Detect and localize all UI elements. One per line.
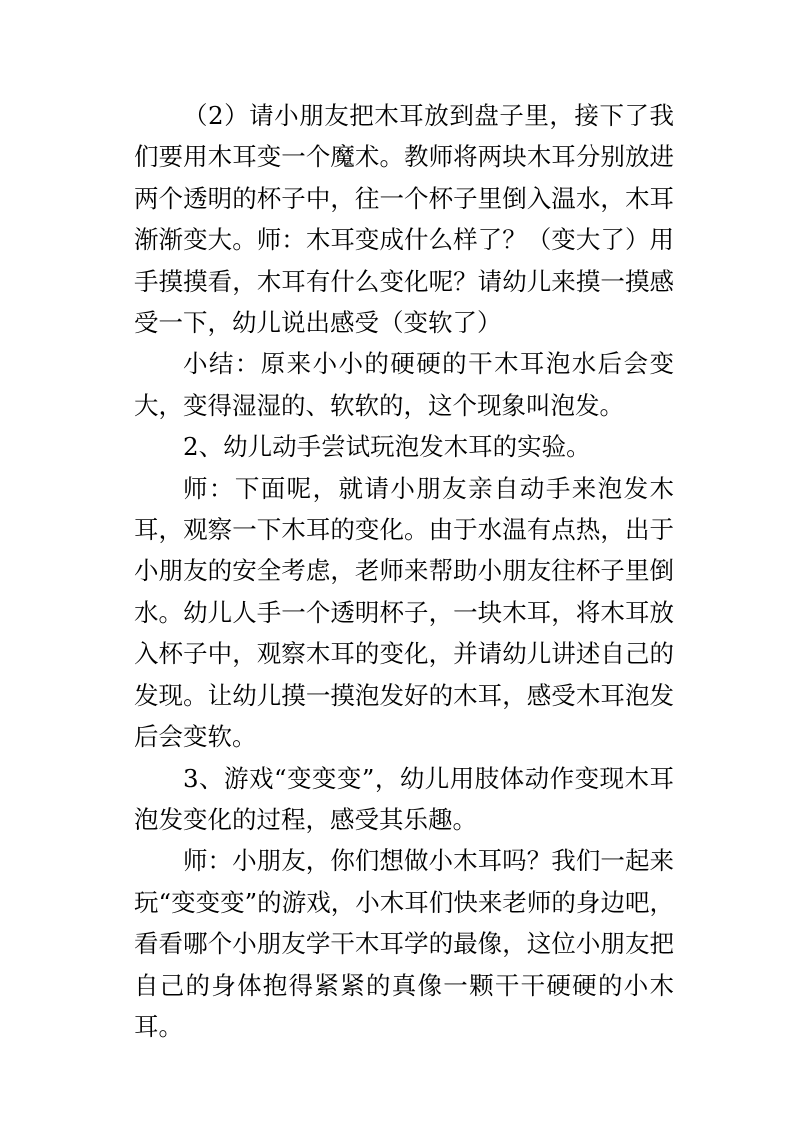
paragraph-experiment-details: 师：下面呢，就请小朋友亲自动手来泡发木耳，观察一下木耳的变化。由于水温有点热，出于小朋友的安全考虑，老师来帮助小朋友往杯子里倒水。幼儿人手一个透明杯子，一块木耳，将木耳放入杯子中，观察木耳的变化，并请幼儿讲述自己的发现。让幼儿摸一摸泡发好的木耳，感受木耳泡发后会变软。 [134,473,674,752]
paragraph-game-details: 师：小朋友，你们想做小木耳吗？我们一起来玩“变变变”的游戏，小木耳们快来老师的身边吧，看看哪个小朋友学干木耳学的最像，这位小朋友把自己的身体抱得紧紧的真像一颗干干硬硬的小木耳。 [134,846,674,1041]
paragraph-game-heading: 3、游戏“变变变”，幼儿用肢体动作变现木耳泡发变化的过程，感受其乐趣。 [134,763,674,834]
paragraph-summary: 小结：原来小小的硬硬的干木耳泡水后会变大，变得湿湿的、软软的，这个现象叫泡发。 [134,349,674,420]
paragraph-step-2-magic: （2）请小朋友把木耳放到盘子里，接下了我们要用木耳变一个魔术。教师将两块木耳分别放进两个透明的杯子中，往一个杯子里倒入温水，木耳渐渐变大。师：木耳变成什么样了？（变大了）用手摸摸看，木耳有什么变化呢？请幼儿来摸一摸感受一下，幼儿说出感受（变软了） [134,101,674,338]
paragraph-experiment-heading: 2、幼儿动手尝试玩泡发木耳的实验。 [183,432,591,462]
document-body [134,95,674,1047]
